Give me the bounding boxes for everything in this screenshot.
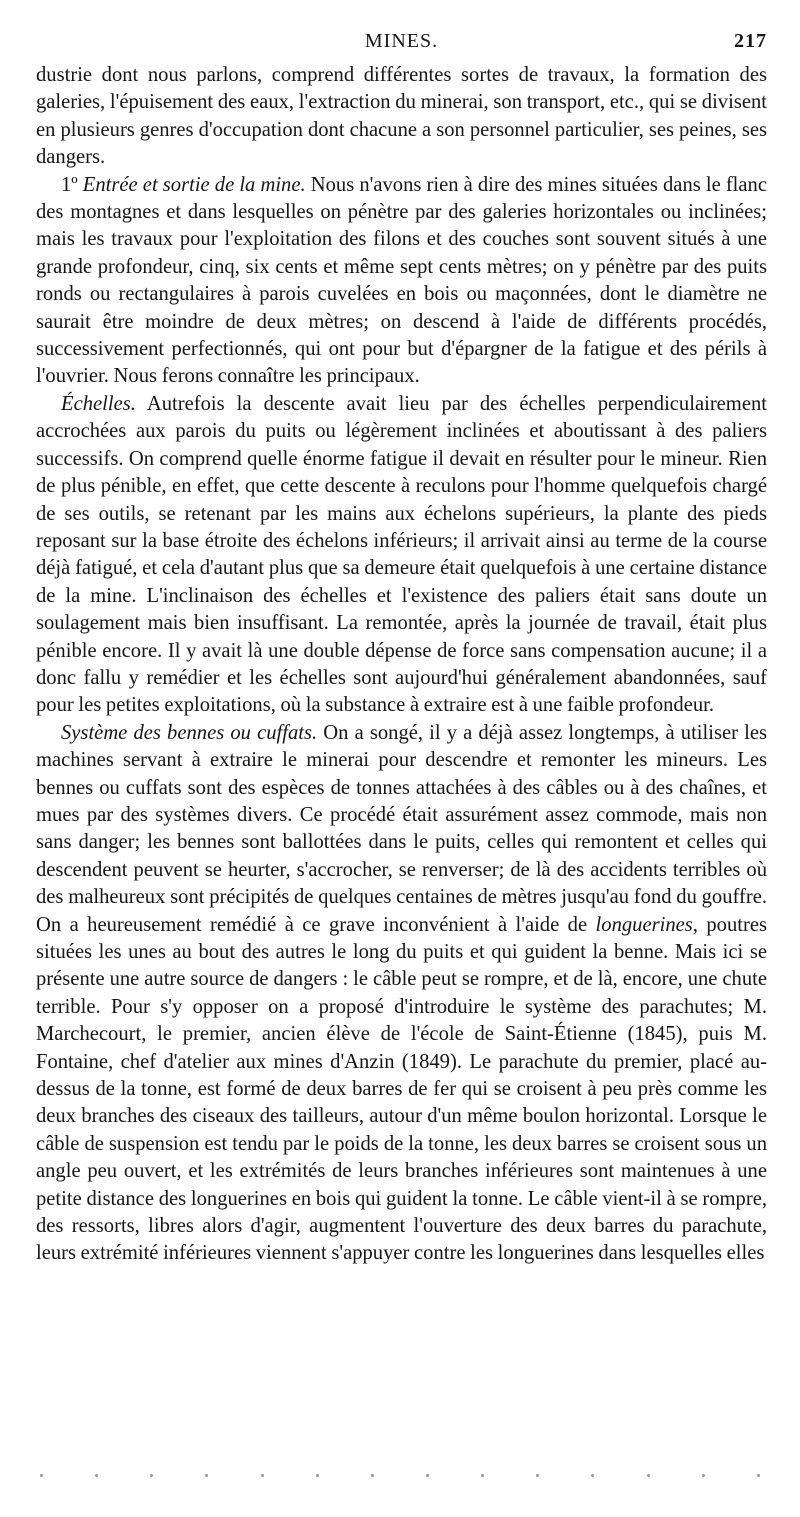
paragraph-text: On a songé, il y a déjà assez longtemps, à utiliser les machines servant à extraire le minerai pour descendre et remonter les mineurs. Les bennes ou cuffats sont des espèces de tonnes attachées à des câbles ou à des chaînes, et mues par des systèmes divers. Ce procédé était assurément assez commode, mais non sans danger; les bennes sont ballottées dans le puits, celles qui remontent et celles qui descendent peuvent se heurter, s'accrocher, se renverser; de là des accidents terribles où des malheureux sont précipités de quelques centaines de mètres jusqu'au fond du gouffre. On a heureusement remédié à ce grave inconvénient à l'aide de xyxy=(36,721,767,936)
paragraph-text: , poutres situées les unes au bout des autres le long du puits et qui guident la benne. Mais ici se présente une autre source de dangers : le câble peut se rompre, et de là, encore, une chute terrible. Pour s'y opposer on a proposé d'introduire le système des parachutes; M. Marchecourt, le premier, ancien élève de l'école de Saint-Étienne (1845), puis M. Fontaine, chef d'atelier aux mines d'Anzin (1849). Le parachute du premier, placé au-dessus de la tonne, est formé de deux barres de fer qui se croisent à peu près comme les deux branches des ciseaux des tailleurs, autour d'un même boulon horizontal. Lorsque le câble de suspension est tendu par le poids de la tonne, les deux barres se croisent sous un angle peu ouvert, et les extrémités de leurs branches inférieures sont maintenues à une petite distance des longuerines en bois qui guident la tonne. Le câble vient-il à se rompre, des ressorts, libres alors d'agir, augmentent l'ouverture des deux barres du parachute, leurs extrémité inférieures viennent s'appuyer contre les longuerines dans lesquelles elles xyxy=(36,913,767,1265)
footer-dot xyxy=(371,1474,374,1477)
footer-dot xyxy=(647,1474,650,1477)
footer-dot xyxy=(591,1474,594,1477)
paragraph-text: Autrefois la descente avait lieu par des échelles perpendiculairement accrochées aux parois du puits ou légèrement inclinées et aboutissant à des paliers successifs. On comprend quelle énorme fatigue il devait en résulter pour le mineur. Rien de plus pénible, en effet, que cette descente à reculons pour l'homme quelquefois chargé de ses outils, se retenant par les mains aux échelons supérieurs, la plante des pieds reposant sur la base étroite des échelons inférieurs; il arrivait ainsi au terme de la course déjà fatigué, et cela d'autant plus que sa demeure était quelquefois à une certaine distance de la mine. L'inclinaison des échelles et l'existence des paliers était sans doute un soulagement mais bien insuffisant. La remontée, après la journée de travail, était plus pénible encore. Il y avait là une double dépense de force sans compensation aucune; il a donc fallu y remédier et les échelles sont aujourd'hui généralement abandonnées, sauf pour les petites exploitations, où la substance à extraire est à une faible profondeur. xyxy=(36,392,767,717)
paragraph-intro xyxy=(36,62,767,172)
footer-dot xyxy=(536,1474,539,1477)
footer-dot xyxy=(757,1474,760,1477)
running-head: MINES. xyxy=(364,30,439,52)
paragraph-entree-sortie xyxy=(36,172,767,391)
section-title: Système des bennes ou cuffats. xyxy=(61,721,318,744)
footer-dot xyxy=(316,1474,319,1477)
section-number: 1º xyxy=(61,173,83,196)
footer-dot xyxy=(702,1474,705,1477)
footer-show-through-dots xyxy=(40,1474,760,1480)
paragraph-text: dustrie dont nous parlons, comprend différentes sortes de travaux, la formation des galeries, l'épuisement des eaux, l'extraction du minerai, son transport, etc., qui se divisent en plusieurs genres d'occupation dont chacune a son personnel particulier, ses peines, ses dangers. xyxy=(36,64,767,169)
paragraph-text: Nous n'avons rien à dire des mines situées dans le flanc des montagnes et dans lesquelles on pénètre par des galeries horizontales ou inclinées; mais les travaux pour l'exploitation des filons et des couches sont souvent situés à une grande profondeur, cinq, six cents et même sept cents mètres; on y pénètre par des puits ronds ou rectangulaires à parois cuvelées en bois ou maçonnées, dont le diamètre ne saurait être moindre de deux mètres; on descend à l'aide de différents procédés, successivement perfectionnés, qui ont pour but d'épargner de la fatigue et des périls à l'ouvrier. Nous ferons connaître les principaux. xyxy=(36,173,767,388)
footer-dot xyxy=(261,1474,264,1477)
page-number: 217 xyxy=(734,30,767,52)
paragraph-bennes-cuffats xyxy=(36,720,767,1268)
paragraph-echelles xyxy=(36,391,767,720)
footer-dot xyxy=(205,1474,208,1477)
footer-dot xyxy=(481,1474,484,1477)
italic-term: longuerines xyxy=(595,913,693,936)
footer-dot xyxy=(40,1474,43,1477)
page-header xyxy=(36,28,767,62)
body-text xyxy=(36,62,767,1268)
footer-dot xyxy=(95,1474,98,1477)
book-page xyxy=(36,28,767,1268)
section-title: Entrée et sortie de la mine. xyxy=(82,173,306,196)
section-title: Échelles. xyxy=(61,392,136,415)
footer-dot xyxy=(426,1474,429,1477)
footer-dot xyxy=(150,1474,153,1477)
